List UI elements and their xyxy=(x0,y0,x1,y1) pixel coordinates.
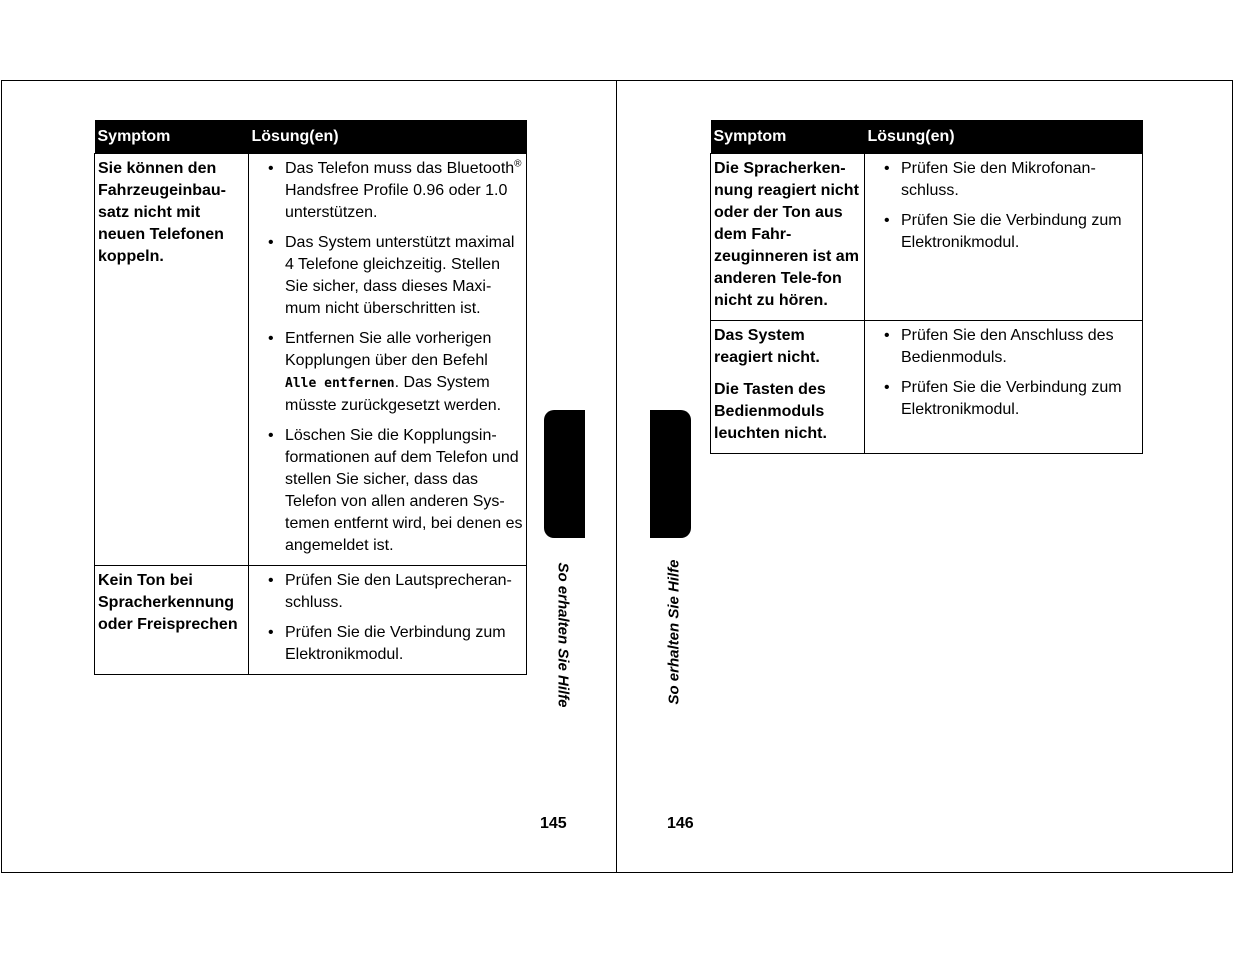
symptom-text: Sie können den Fahrzeugeinbau-satz nicht mit neuen Telefonen koppeln. xyxy=(98,160,227,265)
solution-text-cont: . Das System müsste zurückgesetzt werden. xyxy=(285,374,502,414)
solution-item: • Prüfen Sie den Anschluss des Bedienmoduls. xyxy=(868,325,1139,369)
solution-item: • Löschen Sie die Kopplungsin-formationen auf dem Telefon und stellen Sie sicher, dass das Telefon von allen anderen Sys-temen entfernt wird, bei denen es angemeldet ist. xyxy=(252,425,523,557)
solution-list xyxy=(868,325,1139,421)
solution-column-header: Lösung(en) xyxy=(865,120,1143,154)
solution-item xyxy=(252,158,523,224)
page-number-right: 146 xyxy=(667,815,694,832)
registered-mark: ® xyxy=(514,158,522,170)
page-divider xyxy=(616,80,617,873)
troubleshooting-table-left xyxy=(94,120,527,675)
symptom-text: Die Tasten des Bedienmoduls leuchten nicht. xyxy=(714,381,827,442)
solution-cell xyxy=(249,566,527,675)
symptom-column-header: Symptom xyxy=(95,120,249,154)
solution-list xyxy=(868,158,1139,254)
solution-item: • Prüfen Sie die Verbindung zum Elektronikmodul. xyxy=(868,377,1139,421)
symptom-text: Die Spracherken-nung reagiert nicht oder der Ton aus dem Fahr-zeuginneren ist am anderen Tele-fon nicht zu hören. xyxy=(714,160,859,309)
troubleshooting-table-right xyxy=(710,120,1143,454)
symptom-cell xyxy=(711,321,865,454)
solution-list xyxy=(252,158,523,557)
solution-item xyxy=(252,328,523,417)
page-number-left: 145 xyxy=(540,815,567,832)
symptom-cell xyxy=(95,566,249,675)
section-thumb-tab-left xyxy=(544,410,585,538)
symptom-text: Kein Ton bei Spracherkennung oder Freisprechen xyxy=(98,572,238,633)
table-row xyxy=(95,154,527,566)
symptom-cell xyxy=(711,154,865,321)
solution-item: • Prüfen Sie die Verbindung zum Elektronikmodul. xyxy=(868,210,1139,254)
solution-text-cont: Handsfree Profile 0.96 oder 1.0 unterstützen. xyxy=(285,182,508,221)
symptom-cell xyxy=(95,154,249,566)
solution-text: Entfernen Sie alle vorherigen Kopplungen über den Befehl xyxy=(285,330,492,369)
solution-column-header: Lösung(en) xyxy=(249,120,527,154)
solution-item: • Prüfen Sie die Verbindung zum Elektronikmodul. xyxy=(252,622,523,666)
solution-text: Das Telefon muss das Bluetooth xyxy=(285,160,515,177)
solution-item: • Das System unterstützt maximal 4 Telefone gleichzeitig. Stellen Sie sicher, dass dieses Maxi-mum nicht überschritten ist. xyxy=(252,232,523,320)
table-header-row xyxy=(95,120,527,154)
section-thumb-tab-right xyxy=(650,410,691,538)
solution-item: • Prüfen Sie den Mikrofonan-schluss. xyxy=(868,158,1139,202)
symptom-column-header: Symptom xyxy=(711,120,865,154)
table-row xyxy=(711,154,1143,321)
symptom-text: Das System reagiert nicht. xyxy=(714,327,820,366)
solution-list xyxy=(252,570,523,666)
table-header-row xyxy=(711,120,1143,154)
section-label-left: So erhalten Sie Hilfe xyxy=(554,562,572,708)
section-label-right: So erhalten Sie Hilfe xyxy=(665,559,683,705)
table-row xyxy=(711,321,1143,454)
command-name: Alle entfernen xyxy=(285,376,395,391)
solution-cell xyxy=(249,154,527,566)
solution-item: • Prüfen Sie den Lautsprecheran-schluss. xyxy=(252,570,523,614)
solution-cell xyxy=(865,154,1143,321)
solution-cell xyxy=(865,321,1143,454)
table-row xyxy=(95,566,527,675)
